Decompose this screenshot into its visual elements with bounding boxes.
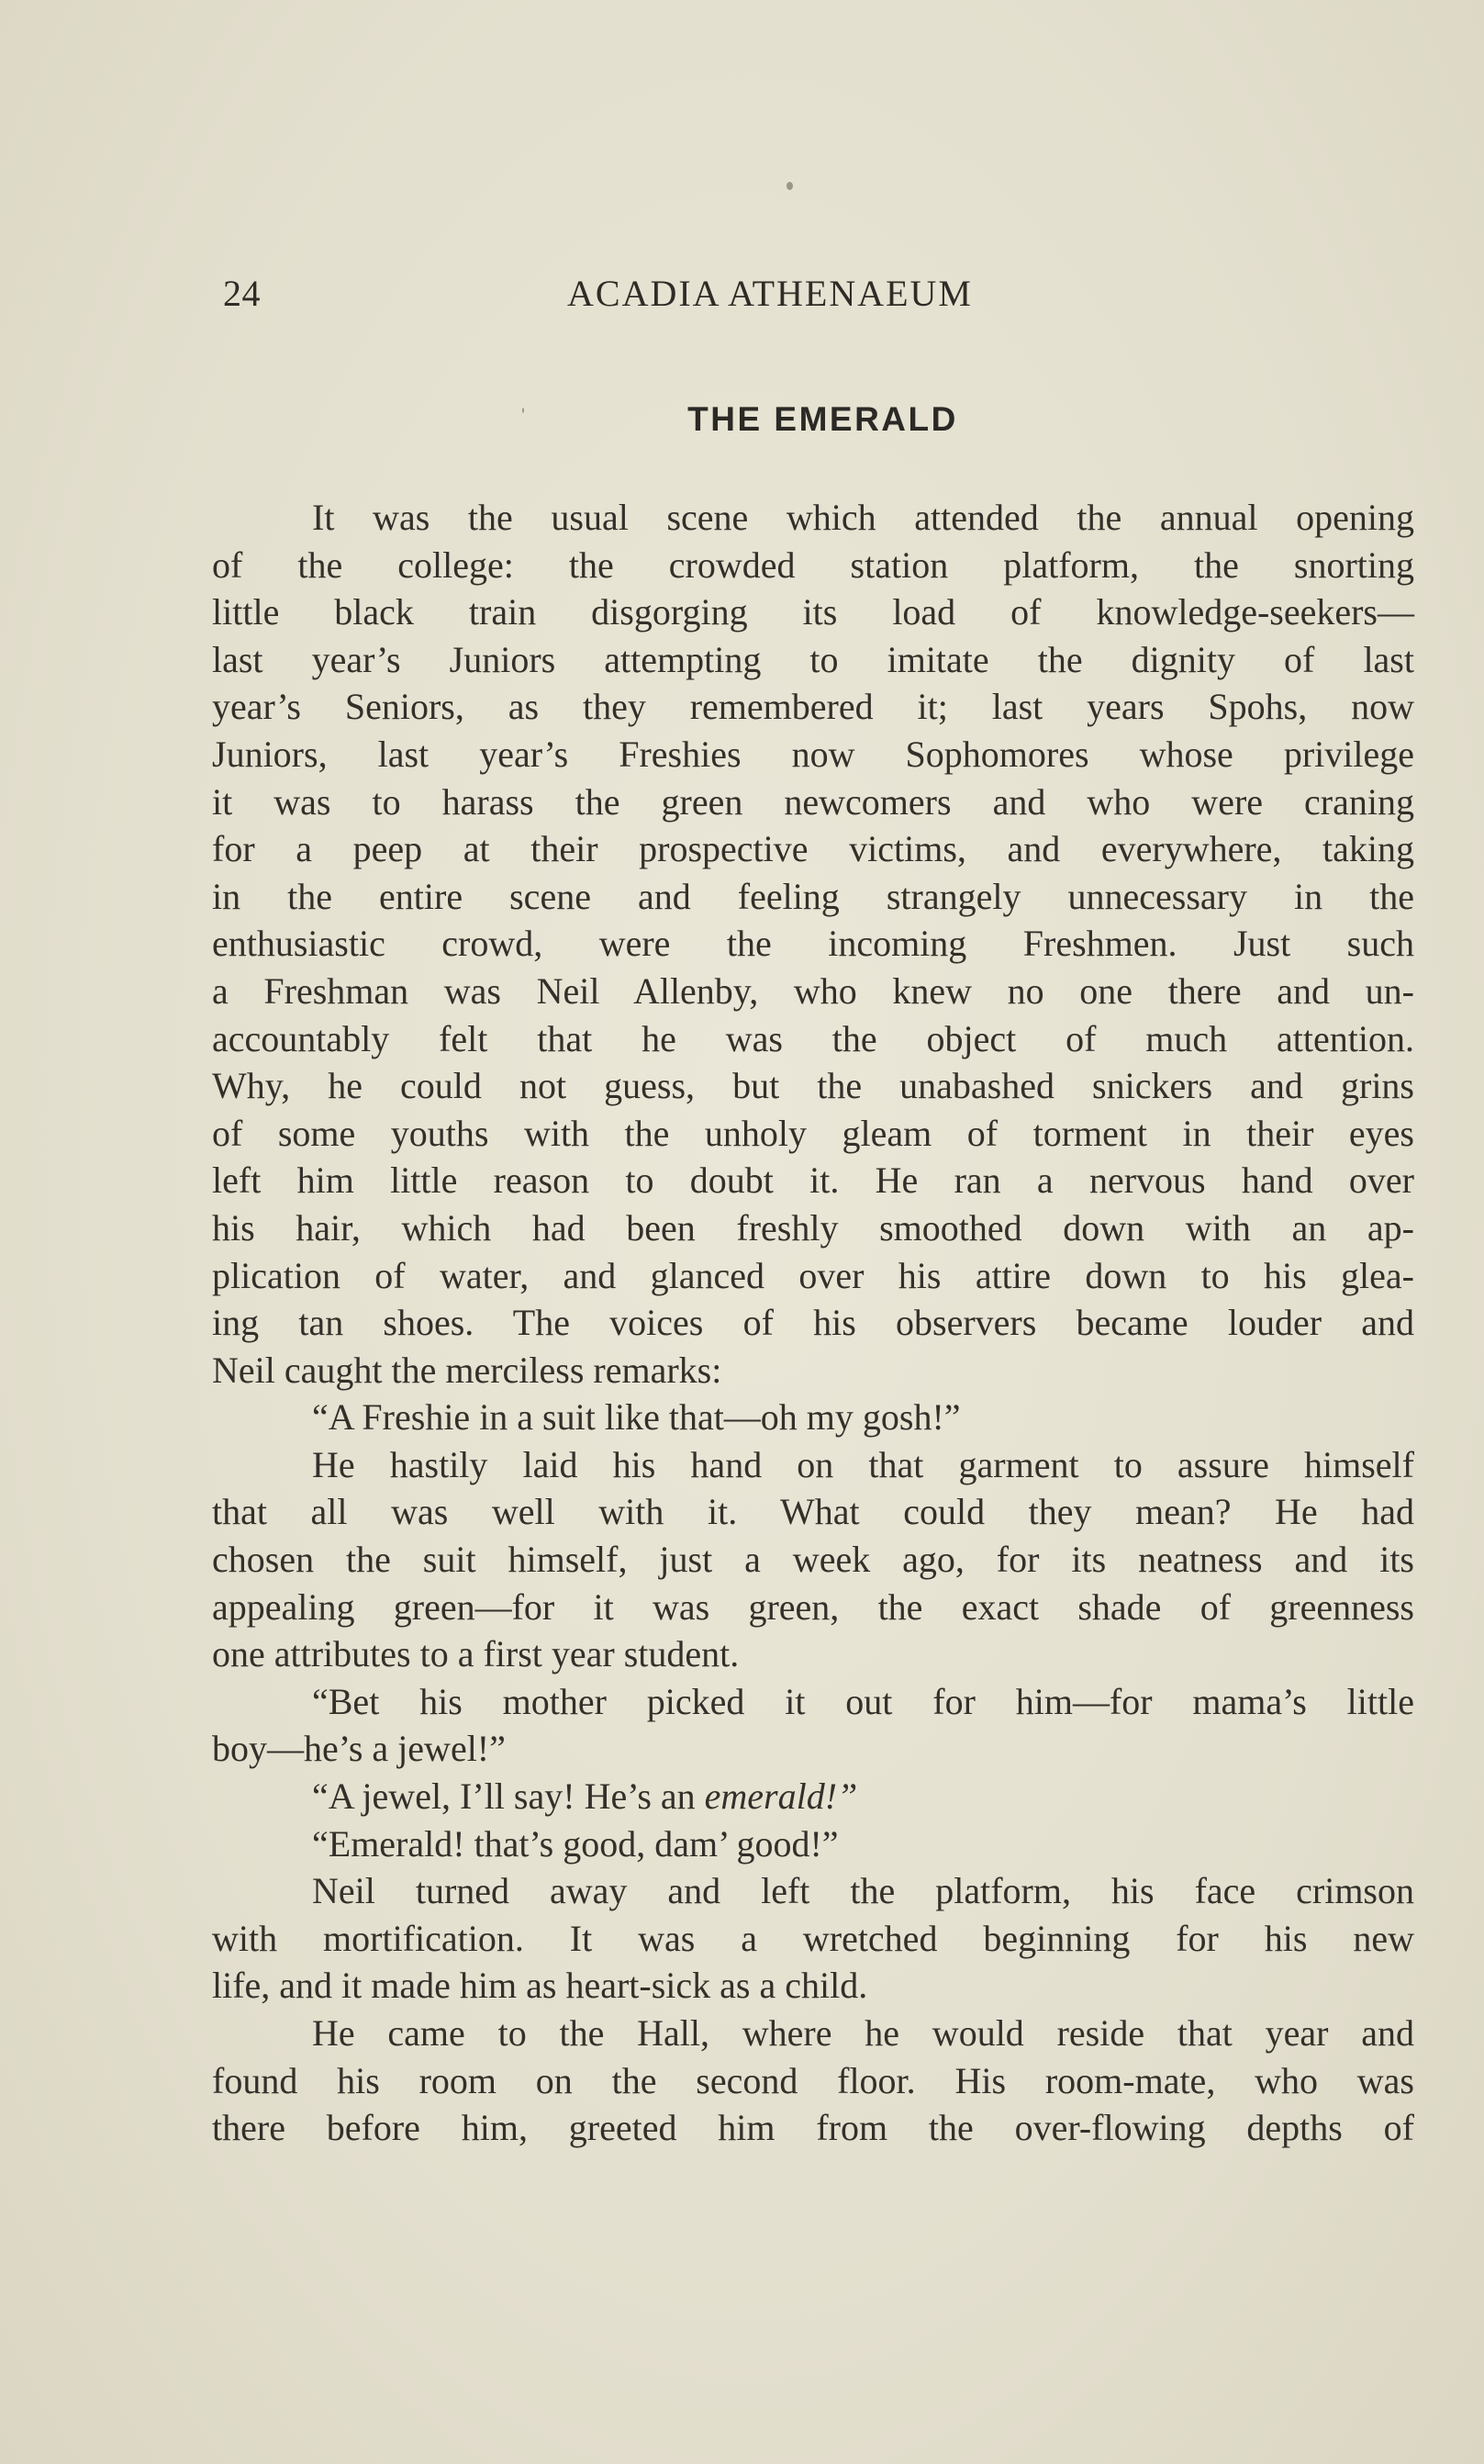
text-line-italic: emerald!”	[704, 1775, 858, 1818]
text-line: He came to the Hall, where he would reside that year and	[312, 2012, 1414, 2054]
article-title: THE EMERALD	[687, 400, 958, 438]
text-line: found his room on the second floor. His room-mate, who was	[212, 2059, 1414, 2101]
text-line: boy—he’s a jewel!”	[212, 1728, 506, 1770]
text-line: last year’s Juniors attempting to imitate the dignity of last	[212, 638, 1414, 680]
text-line: little black train disgorging its load of knowledge-seekers—	[212, 591, 1414, 633]
text-line: “A Freshie in a suit like that—oh my gosh!”	[312, 1396, 961, 1439]
text-line: enthusiastic crowd, were the incoming Freshmen. Just such	[212, 923, 1414, 965]
text-line: ing tan shoes. The voices of his observers became louder and	[212, 1302, 1414, 1344]
text-line: He hastily laid his hand on that garment to assure himself	[312, 1443, 1414, 1485]
text-line	[212, 1773, 1414, 1820]
text-line: Neil caught the merciless remarks:	[212, 1349, 722, 1391]
text-line: there before him, greeted him from the over-flowing depths of	[212, 2107, 1414, 2149]
article-body	[212, 494, 1414, 2152]
text-line: accountably felt that he was the object of much attention.	[212, 1017, 1414, 1059]
text-line: chosen the suit himself, just a week ago, for its neatness and its	[212, 1539, 1414, 1581]
text-line: in the entire scene and feeling strangely unnecessary in the	[212, 875, 1414, 917]
paper-speck	[787, 182, 793, 190]
text-line: one attributes to a first year student.	[212, 1633, 740, 1675]
text-line: a Freshman was Neil Allenby, who knew no one there and un-	[212, 969, 1414, 1012]
text-line: that all was well with it. What could they mean? He had	[212, 1491, 1414, 1533]
text-line: with mortification. It was a wretched beginning for his new	[212, 1917, 1414, 1959]
text-line: Neil turned away and left the platform, his face crimson	[312, 1870, 1414, 1912]
text-line: “Emerald! that’s good, dam’ good!”	[312, 1822, 839, 1865]
text-line: “Bet his mother picked it out for him—for mama’s little	[312, 1680, 1414, 1722]
page-number: 24	[223, 273, 261, 314]
text-line: appealing green—for it was green, the exact shade of greenness	[212, 1585, 1414, 1628]
running-head	[223, 272, 1306, 327]
text-line: left him little reason to doubt it. He ran a nervous hand over	[212, 1159, 1414, 1202]
journal-title: ACADIA ATHENAEUM	[567, 273, 973, 314]
text-line: It was the usual scene which attended the annual opening	[312, 497, 1414, 538]
text-line: Why, he could not guess, but the unabashed snickers and grins	[212, 1065, 1414, 1107]
text-line: it was to harass the green newcomers and who were craning	[212, 780, 1414, 823]
text-line: Juniors, last year’s Freshies now Sophomores whose privilege	[212, 733, 1414, 775]
text-line: for a peep at their prospective victims, and everywhere, taking	[212, 828, 1414, 870]
text-line: of the college: the crowded station platform, the snorting	[212, 543, 1414, 586]
text-line-roman: “A jewel, I’ll say! He’s an	[312, 1775, 705, 1818]
text-line: of some youths with the unholy gleam of torment in their eyes	[212, 1112, 1414, 1154]
text-line: his hair, which had been freshly smoothed down with an ap-	[212, 1206, 1414, 1249]
text-line: plication of water, and glanced over his attire down to his glea-	[212, 1254, 1414, 1296]
text-line: life, and it made him as heart-sick as a child.	[212, 1965, 868, 2007]
text-line: year’s Seniors, as they remembered it; last years Spohs, now	[212, 686, 1414, 728]
